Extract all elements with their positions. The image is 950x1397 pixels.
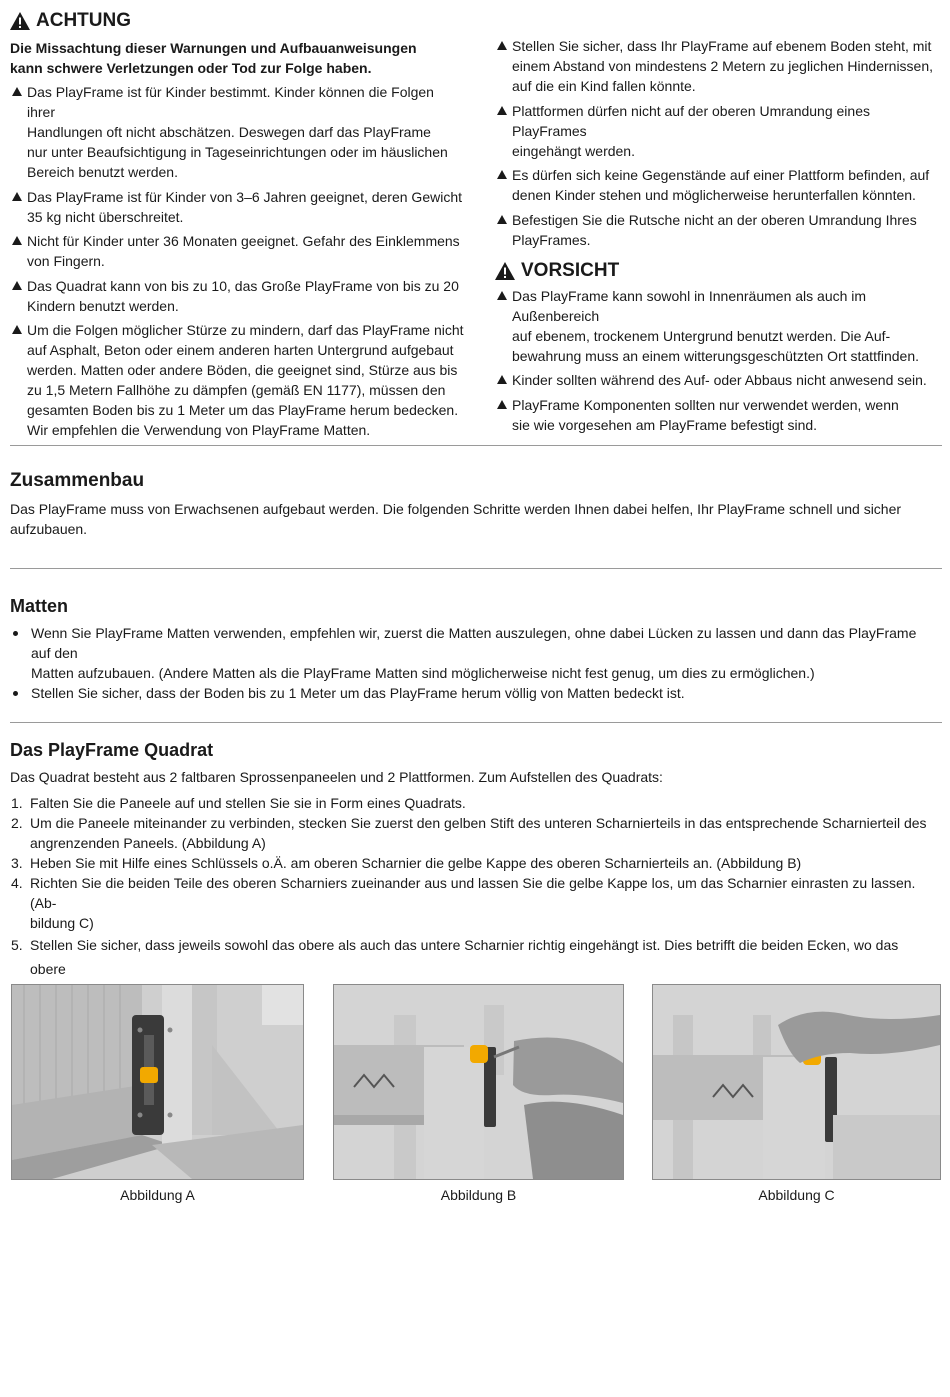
assembly-heading: Zusammenbau bbox=[10, 470, 145, 491]
figure-caption: Abbildung B bbox=[440, 1187, 517, 1203]
text-line: zu 1,5 Metern Fallhöhe zu dämpfen (gemäß EN 1177), müssen den bbox=[27, 382, 446, 399]
text-line: aufzubauen. bbox=[10, 521, 88, 537]
text-line: eingehängt werden. bbox=[512, 142, 635, 159]
figure-b bbox=[333, 984, 624, 1203]
caution-list bbox=[495, 286, 940, 435]
text-line: bildung C) bbox=[30, 915, 94, 931]
text-line: Wenn Sie PlayFrame Matten verwenden, empfehlen wir, zuerst die Matten auszulegen, ohne dabei Lücken zu lassen und dann das PlayFrame auf den bbox=[31, 625, 917, 661]
warning-list-left bbox=[10, 82, 465, 440]
yellow-cap-marker bbox=[140, 1067, 158, 1083]
text-line: auf die ein Kind fallen könnte. bbox=[512, 78, 696, 94]
figure-caption: Abbildung C bbox=[758, 1187, 835, 1203]
text-line: denen Kinder stehen und möglicherweise herunterfallen könnten. bbox=[512, 187, 916, 204]
warning-item bbox=[495, 165, 940, 205]
text-line: Bereich benutzt werden. bbox=[27, 164, 178, 180]
step-number: 2. bbox=[11, 815, 23, 831]
figure-caption: Abbildung A bbox=[120, 1187, 195, 1203]
text-line: Stellen Sie sicher, dass jeweils sowohl das obere als auch das untere Scharnier richtig eingehängt ist. Dies betrifft die beiden Ecken, wo das obere bbox=[30, 937, 899, 977]
text-line: Matten aufzubauen. (Andere Matten als die PlayFrame Matten sind möglicherweise nicht fest genug, um dies zu ermöglichen.) bbox=[31, 665, 815, 681]
step-number: 5. bbox=[11, 937, 23, 953]
step-item bbox=[10, 853, 935, 873]
mats-item bbox=[10, 623, 935, 683]
square-heading: Das PlayFrame Quadrat bbox=[10, 740, 214, 760]
section-divider bbox=[10, 445, 942, 446]
text-line: Heben Sie mit Hilfe eines Schlüssels o.Ä. am oberen Scharnier die gelbe Kappe des oberen Scharnierteils an. (Abbildung B) bbox=[30, 855, 802, 871]
warning-item bbox=[10, 231, 465, 271]
photo-hinge-lower bbox=[11, 984, 304, 1180]
photo-hinge-key bbox=[333, 984, 624, 1180]
text-line: Wir empfehlen die Verwendung von PlayFrame Matten. bbox=[27, 422, 371, 439]
caution-title: VORSICHT bbox=[521, 259, 620, 281]
caution-item bbox=[495, 286, 940, 366]
text-line: auf Asphalt, Beton oder einem anderen harten Untergrund aufgebaut bbox=[27, 342, 454, 359]
yellow-cap-marker bbox=[470, 1045, 488, 1063]
section-divider bbox=[10, 722, 942, 723]
text-line: Kindern benutzt werden. bbox=[27, 297, 179, 314]
text-line: Das PlayFrame kann sowohl in Innenräumen als auch im Außenbereich bbox=[512, 287, 867, 324]
step-number: 3. bbox=[11, 855, 23, 871]
text-line: bewahrung muss an einem witterungsgeschützten Ort stattfinden. bbox=[512, 347, 919, 364]
warning-heading bbox=[10, 8, 465, 34]
text-line: einem Abstand von mindestens 2 Metern zu jeglichen Hindernissen, bbox=[512, 58, 934, 74]
text-line: Nicht für Kinder unter 36 Monaten geeignet. Gefahr des Einklemmens bbox=[27, 233, 460, 250]
step-item bbox=[10, 793, 935, 813]
text-line: 35 kg nicht überschreitet. bbox=[27, 208, 184, 225]
text-line: Kinder sollten während des Auf- oder Abbaus nicht anwesend sein. bbox=[512, 372, 927, 389]
step-number: 4. bbox=[11, 875, 23, 891]
warning-triangle-icon bbox=[10, 12, 30, 30]
warning-column-right bbox=[495, 36, 940, 440]
warning-item bbox=[495, 36, 940, 96]
text-line: Um die Folgen möglicher Stürze zu mindern, darf das PlayFrame nicht bbox=[27, 322, 464, 339]
safety-warnings bbox=[10, 8, 940, 439]
text-line: Stellen Sie sicher, dass der Boden bis zu 1 Meter um das PlayFrame herum völlig von Matten bedeckt ist. bbox=[31, 685, 685, 701]
text-line: Richten Sie die beiden Teile des oberen Scharniers zueinander aus und lassen Sie die gelbe Kappe los, um das Scharnier einrasten zu lassen. (Ab- bbox=[30, 875, 916, 911]
step-item bbox=[10, 873, 935, 933]
warning-triangle-icon bbox=[495, 262, 515, 280]
warning-item bbox=[10, 276, 465, 316]
text-line: Um die Paneele miteinander zu verbinden, stecken Sie zuerst den gelben Stift des unteren Scharnierteils in das entsprechende Scharnierteil des bbox=[30, 815, 927, 831]
warning-item bbox=[495, 210, 940, 250]
square-intro: Das Quadrat besteht aus 2 faltbaren Sprossenpaneelen und 2 Plattformen. Zum Aufstellen des Quadrats: bbox=[10, 769, 663, 785]
step-item bbox=[10, 813, 935, 853]
warning-item bbox=[10, 187, 465, 227]
caution-item bbox=[495, 395, 940, 435]
warning-item bbox=[10, 82, 465, 182]
text-line: werden. Matten oder andere Böden, die geeignet sind, Stürze aus bis bbox=[27, 362, 458, 379]
warning-column-left bbox=[10, 8, 465, 445]
text-line: Falten Sie die Paneele auf und stellen Sie sie in Form eines Quadrats. bbox=[30, 795, 466, 811]
warning-title: ACHTUNG bbox=[36, 10, 131, 31]
text-line: angrenzenden Paneels. (Abbildung A) bbox=[30, 835, 266, 851]
mats-item bbox=[10, 683, 935, 703]
text-line: PlayFrame Komponenten sollten nur verwendet werden, wenn bbox=[512, 396, 899, 413]
text-line: von Fingern. bbox=[27, 253, 105, 270]
text-line: Plattformen dürfen nicht auf der oberen Umrandung eines PlayFrames bbox=[512, 102, 870, 139]
text-line: Es dürfen sich keine Gegenstände auf einer Plattform befinden, auf bbox=[512, 167, 930, 184]
figure-c bbox=[652, 984, 941, 1203]
caution-heading bbox=[495, 258, 940, 284]
section-divider bbox=[10, 568, 942, 569]
warning-intro-line: kann schwere Verletzungen oder Tod zur Folge haben. bbox=[10, 60, 372, 76]
warning-item bbox=[10, 320, 465, 440]
text-line: auf ebenem, trockenem Untergrund benutzt werden. Die Auf- bbox=[512, 327, 891, 344]
warning-list-right bbox=[495, 36, 940, 250]
text-line: Befestigen Sie die Rutsche nicht an der oberen Umrandung Ihres bbox=[512, 211, 917, 228]
text-line: nur unter Beaufsichtigung in Tageseinrichtungen oder im häuslichen bbox=[27, 144, 448, 160]
assembly-text bbox=[10, 499, 935, 539]
warning-intro-line: Die Missachtung dieser Warnungen und Aufbauanweisungen bbox=[10, 40, 417, 56]
figure-a bbox=[11, 984, 304, 1203]
text-line: Handlungen oft nicht abschätzen. Deswegen darf das PlayFrame bbox=[27, 124, 431, 140]
warning-intro bbox=[10, 38, 465, 78]
mats-heading: Matten bbox=[10, 596, 68, 616]
text-line: Stellen Sie sicher, dass Ihr PlayFrame auf ebenem Boden steht, mit bbox=[512, 38, 932, 54]
square-steps bbox=[10, 793, 935, 1005]
warning-item bbox=[495, 101, 940, 161]
mats-list bbox=[10, 623, 935, 703]
step-number: 1. bbox=[11, 795, 23, 811]
text-line: gesamten Boden bis zu 1 Meter um das PlayFrame herum bedecken. bbox=[27, 402, 459, 419]
text-line: Das PlayFrame ist für Kinder von 3–6 Jahren geeignet, deren Gewicht bbox=[27, 188, 463, 205]
text-line: Das Quadrat kann von bis zu 10, das Große PlayFrame von bis zu 20 bbox=[27, 277, 459, 294]
caution-item bbox=[495, 370, 940, 390]
text-line: PlayFrames. bbox=[512, 231, 591, 248]
photo-hinge-release bbox=[652, 984, 941, 1180]
text-line: Das PlayFrame ist für Kinder bestimmt. Kinder können die Folgen ihrer bbox=[27, 84, 434, 120]
text-line: sie wie vorgesehen am PlayFrame befestigt sind. bbox=[512, 416, 818, 433]
text-line: Das PlayFrame muss von Erwachsenen aufgebaut werden. Die folgenden Schritte werden Ihnen dabei helfen, Ihr PlayFrame schnell und sicher bbox=[10, 501, 902, 517]
